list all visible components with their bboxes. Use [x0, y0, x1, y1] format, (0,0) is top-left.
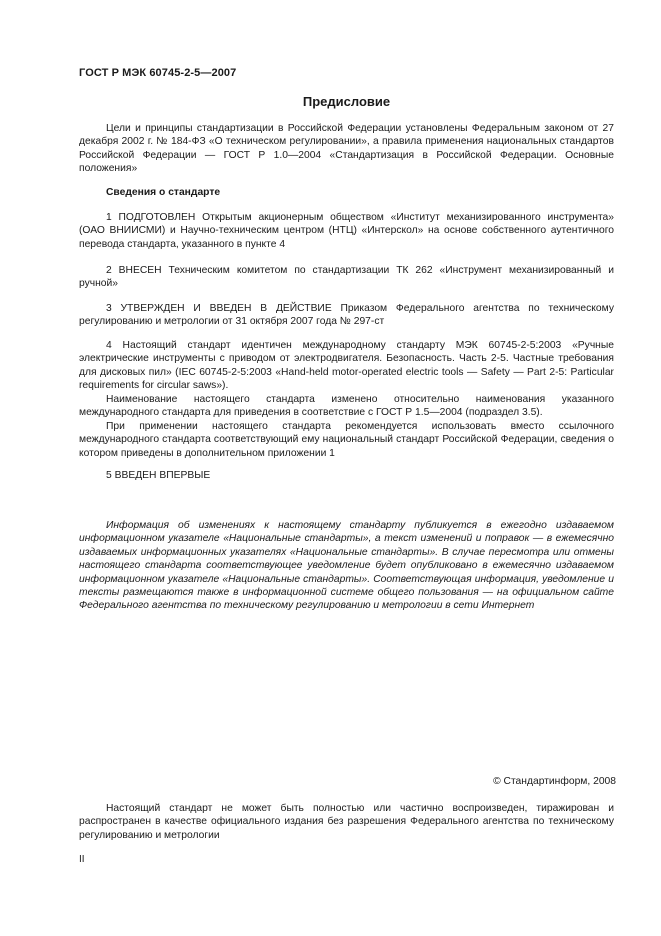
reproduction-note-paragraph: Настоящий стандарт не может быть полностью или частично воспроизведен, тиражирован и распространен в качестве официального издания без разрешения Федерального агентства по техническому регулированию и метрологии — [79, 803, 614, 841]
item-5-paragraph: 5 ВВЕДЕН ВПЕРВЫЕ — [106, 470, 211, 481]
info-note-paragraph: Информация об изменениях к настоящему стандарту публикуется в ежегодно издаваемом информационном указателе «Национальные стандарты», а текст изменений и поправок — в ежемесячно издаваемых информационных указателях «Национальные стандарты». В случае пересмотра или отмены настоящего стандарта соответствующее уведомление будет опубликовано в ежемесячно издаваемом информационном указателе «Национальные стандарты». Соответствующая информация, уведомление и тексты размещаются также в информационной системе общего пользования — на официальном сайте Федерального агентства по техническому регулированию и метрологии в сети Интернет — [79, 520, 614, 612]
item-4-paragraph: 4 Настоящий стандарт идентичен международному стандарту МЭК 60745-2-5:2003 «Ручные электрические инструменты с приводом от электродвигателя. Безопасность. Часть 2-5. Частные требования для дисковых пил» (IEC 60745-2-5:2003 «Hand-held motor-operated electric tools — Safety — Part 2-5: Particular requirements for circular saws»). — [79, 340, 614, 392]
item-2-paragraph: 2 ВНЕСЕН Техническим комитетом по стандартизации ТК 262 «Инструмент механизированный и ручной» — [79, 265, 614, 290]
item-4-application-paragraph: При применении настоящего стандарта рекомендуется использовать вместо ссылочного международного стандарта соответствующий ему национальный стандарт Российской Федерации, сведения о котором приведены в дополнительном приложении 1 — [79, 421, 614, 459]
item-1-paragraph: 1 ПОДГОТОВЛЕН Открытым акционерным обществом «Институт механизированного инструмента» (ОАО ВНИИСМИ) и Научно-техническим центром (НТЦ) «Интерскол» на основе собственного аутентичного перевода стандарта, указанного в пункте 4 — [79, 212, 614, 250]
page-number: II — [79, 854, 85, 865]
copyright-line: © Стандартинформ, 2008 — [493, 776, 616, 787]
intro-paragraph: Цели и принципы стандартизации в Российской Федерации установлены Федеральным законом от 27 декабря 2002 г. № 184-ФЗ «О техническом регулировании», а правила применения национальных стандартов Российской Федерации — ГОСТ Р 1.0—2004 «Стандартизация в Российской Федерации. Основные положения» — [79, 123, 614, 175]
item-3-paragraph: 3 УТВЕРЖДЕН И ВВЕДЕН В ДЕЙСТВИЕ Приказом Федерального агентства по техническому регулированию и метрологии от 31 октября 2007 года № 297-ст — [79, 303, 614, 328]
section-heading: Сведения о стандарте — [106, 187, 221, 198]
page-title: Предисловие — [302, 94, 391, 109]
document-header: ГОСТ Р МЭК 60745-2-5—2007 — [79, 67, 237, 79]
item-4-rename-paragraph: Наименование настоящего стандарта изменено относительно наименования указанного международного стандарта для приведения в соответствие с ГОСТ Р 1.5—2004 (подраздел 3.5). — [79, 394, 614, 419]
